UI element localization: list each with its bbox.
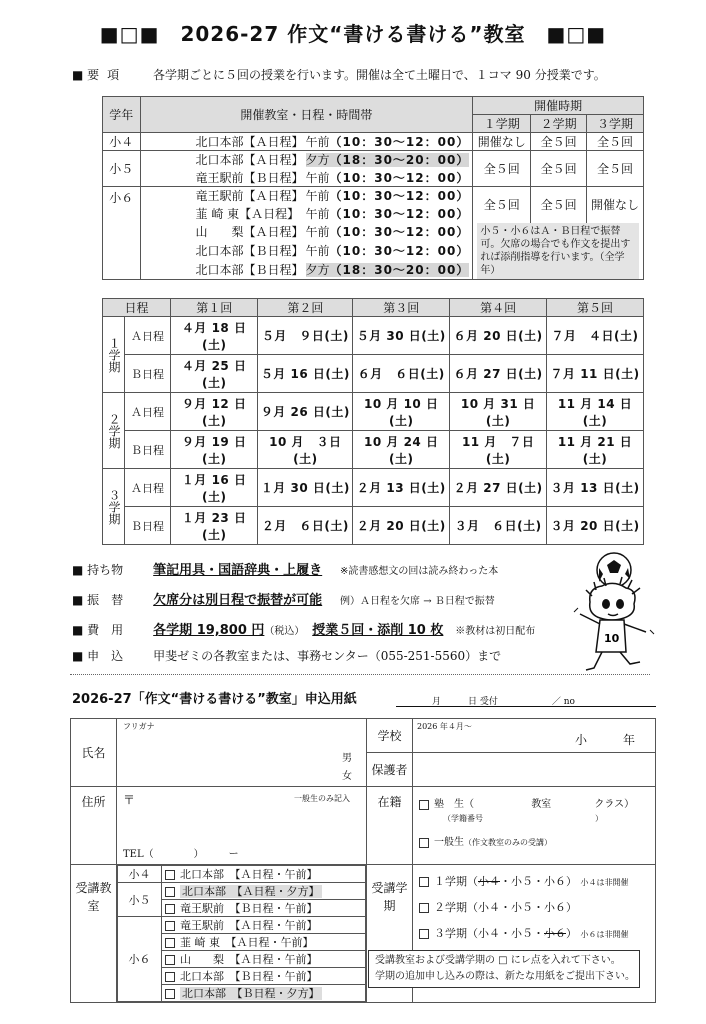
guardian-field[interactable] bbox=[413, 753, 656, 787]
option-row[interactable]: 韮 崎 東 【Ａ日程・午前】 bbox=[162, 934, 366, 951]
bullet-icon: ■ bbox=[72, 563, 84, 577]
table-row: ２学期 Ａ日程 ９月 12 日(土) ９月 26 日(土) 10 月 10 日(土) 10 月 31 日(土) 11 月 14 日(土) bbox=[103, 393, 644, 431]
location-table: 学年 開催教室・日程・時間帯 開催時期 １学期 ２学期 ３学期 小４ 北口本部【Ａ日程】 午前（10：30〜12：00） 開催なし 全５回 全５回 小５ 北口本部【Ａ日程】 夕方（18：30〜20：00） 全５回 全５回 全５回 竜王駅前【Ｂ日程】 午前（10：30〜12：00） 小６ 竜王駅前【Ａ日程】 午前（10：30〜12：00） 全５回 全５回 開催なし 韮 崎 東【Ａ日程】 午前（10：30〜12：00） 山 梨【Ａ日程】 午前（10：30〜12：00） 小５・小６はＡ・Ｂ日程で振替可。欠席の場合でも作文を提出すれば添削指導を行います。（全学年） 北口本部【Ｂ日程】 午前（10：30〜12：00） 北口本部【Ｂ日程】 夕方（18：30〜20：00） bbox=[102, 96, 644, 280]
address-label: 住所 bbox=[71, 787, 117, 865]
option-row[interactable]: 北口本部 【Ｂ日程・午前】 bbox=[162, 968, 366, 985]
summary bbox=[72, 66, 606, 83]
note-box: 小５・小６はＡ・Ｂ日程で振替可。欠席の場合でも作文を提出すれば添削指導を行います。（全学年） bbox=[477, 223, 639, 279]
table-row: Ｂ日程 ９月 19 日(土) 10 月 ３日(土) 10 月 24 日(土) 11 月 ７日(土) 11 月 21 日(土) bbox=[103, 431, 644, 469]
form-footer-note: 受講教室および受講学期の □ にレ点を入れて下さい。 学期の追加申し込みの際は、新たな用紙をご提出下さい。 bbox=[368, 950, 640, 988]
header-grade: 学年 bbox=[103, 97, 141, 133]
option-row[interactable]: 北口本部 【Ａ日程・夕方】 bbox=[162, 883, 366, 900]
table-row: Ｂ日程 ４月 25 日(土) ５月 16 日(土) ６月 ６日(土) ６月 27 日(土) ７月 11 日(土) bbox=[103, 355, 644, 393]
form-title: 2026-27「作文“書ける書ける”教室」申込用紙 bbox=[72, 692, 357, 707]
term-label: ２学期 bbox=[103, 393, 125, 469]
option-row[interactable]: 竜王駅前 【Ｂ日程・午前】 bbox=[162, 900, 366, 917]
school-field[interactable]: 2026 年４月〜 小 年 bbox=[413, 719, 656, 753]
bullet-icon: ■ bbox=[72, 593, 84, 607]
table-row: 小６ 竜王駅前【Ａ日程】 午前（10：30〜12：00） 全５回 全５回 開催なし bbox=[103, 187, 644, 205]
option-row[interactable]: 北口本部 【Ａ日程・午前】 bbox=[162, 866, 366, 883]
soccer-mascot-illustration bbox=[566, 552, 658, 674]
info-bring: ■ 持ち物 筆記用具・国語辞典・上履き ※読書感想文の回は読み終わった本 bbox=[72, 563, 499, 578]
bullet-icon: ■ bbox=[72, 68, 84, 82]
grade-cell: 小５ bbox=[103, 151, 141, 187]
checkbox[interactable] bbox=[419, 929, 429, 939]
grade-cell: 小６ bbox=[103, 187, 141, 280]
divider bbox=[70, 674, 650, 675]
grade-cell: 小４ bbox=[103, 133, 141, 151]
form-underline bbox=[396, 706, 656, 707]
header-term2: ２学期 bbox=[531, 115, 587, 133]
address-field[interactable]: 〒 一般生のみ記入 TEL（ ） ー bbox=[117, 787, 367, 865]
info-swap: ■ 振 替 欠席分は別日程で振替が可能 例）Ａ日程を欠席 → Ｂ日程で振替 bbox=[72, 593, 495, 608]
term-label: 受講学期 bbox=[367, 865, 413, 1003]
term-label: ３学期 bbox=[103, 469, 125, 545]
room-label: 受講教室 bbox=[71, 865, 117, 1003]
enroll-label: 在籍 bbox=[367, 787, 413, 865]
term-label: １学期 bbox=[103, 317, 125, 393]
header-term1: １学期 bbox=[473, 115, 531, 133]
name-field[interactable]: フリガナ 男 女 bbox=[117, 719, 367, 787]
table-row: 小５ 北口本部【Ａ日程】 夕方（18：30〜20：00） 全５回 全５回 全５回 bbox=[103, 151, 644, 169]
summary-label: 要項 bbox=[87, 68, 128, 82]
table-row: Ｂ日程 １月 23 日(土) ２月 ６日(土) ２月 20 日(土) ３月 ６日(土) ３月 20 日(土) bbox=[103, 507, 644, 545]
header-schedule: 日程 bbox=[103, 299, 171, 317]
header-place: 開催教室・日程・時間帯 bbox=[140, 97, 473, 133]
svg-text:10: 10 bbox=[604, 632, 620, 645]
checkbox[interactable] bbox=[419, 838, 429, 848]
dates-table: 日程 第１回 第２回 第３回 第４回 第５回 １学期 Ａ日程 ４月 18 日(土) ５月 ９日(土) ５月 30 日(土) ６月 20 日(土) ７月 ４日(土) Ｂ日程 ４月 25 日(土) ５月 16 日(土) ６月 ６日(土) ６月 27 日(土) ７月 11 日(土) ２学期 Ａ日程 ９月 12 日(土) ９月 26 日(土) 10 月 10 日(土) 10 月 31 日(土) 11 月 14 日(土) Ｂ日程 ９月 19 日(土) 10 月 ３日(土) 10 月 24 日(土) 11 月 ７日(土) 11 月 21 日(土) ３学期 Ａ日程 １月 16 日(土) １月 30 日(土) ２月 13 日(土) ２月 27 日(土) ３月 13 日(土) Ｂ日程 １月 23 日(土) ２月 ６日(土) ２月 20 日(土) ３月 ６日(土) ３月 20 日(土) bbox=[102, 298, 644, 545]
bullet-icon: ■ bbox=[72, 623, 84, 637]
table-row: 小４ 北口本部【Ａ日程】 午前（10：30〜12：00） 開催なし 全５回 全５回 bbox=[103, 133, 644, 151]
checkbox[interactable] bbox=[419, 877, 429, 887]
checkbox[interactable] bbox=[419, 800, 429, 810]
info-apply: ■ 申 込 甲斐ゼミの各教室または、事務センター（055-251-5560）まで bbox=[72, 649, 502, 663]
term-field: １学期（小４・小５・小６） 小４は非開催 ２学期（小４・小５・小６） ３学期（小４・小５・小６） 小６は非開催 bbox=[413, 865, 656, 1003]
info-fee: ■ 費 用 各学期 19,800 円（税込） 授業５回・添削 10 枚 ※教材は初日配布 bbox=[72, 623, 536, 638]
guardian-label: 保護者 bbox=[367, 753, 413, 787]
room-options: 小４ 北口本部 【Ａ日程・午前】 小５ 北口本部 【Ａ日程・夕方】 竜王駅前 【Ｂ日程・午前】 小６ 竜王駅前 【Ａ日程・午前】 韮 崎 東 【Ａ日程・午前】 山 梨 【Ａ日程・午前】 北口本部 【Ｂ日程・午前】 北口本部 【Ｂ日程・夕方】 bbox=[117, 865, 366, 1002]
enroll-field: 塾 生（ 教室 クラス） （学籍番号 ） 一般生（作文教室のみの受講） bbox=[413, 787, 656, 865]
form-receipt: 月 日 受付 ／ no bbox=[432, 697, 575, 707]
school-label: 学校 bbox=[367, 719, 413, 753]
bullet-icon: ■ bbox=[72, 649, 84, 663]
option-row[interactable]: 竜王駅前 【Ａ日程・午前】 bbox=[162, 917, 366, 934]
header-period: 開催時期 bbox=[473, 97, 644, 115]
checkbox[interactable] bbox=[419, 903, 429, 913]
table-row: ３学期 Ａ日程 １月 16 日(土) １月 30 日(土) ２月 13 日(土) ２月 27 日(土) ３月 13 日(土) bbox=[103, 469, 644, 507]
page-title: ■□■ 2026-27 作文“書ける書ける”教室 ■□■ bbox=[99, 22, 607, 46]
summary-text: 各学期ごとに５回の授業を行います。開催は全て土曜日で、１コマ 90 分授業です。 bbox=[153, 68, 606, 82]
place-cell: 北口本部【Ａ日程】 午前（10：30〜12：00） bbox=[140, 133, 473, 151]
name-label: 氏名 bbox=[71, 719, 117, 787]
header-term3: ３学期 bbox=[587, 115, 644, 133]
option-row[interactable]: 山 梨 【Ａ日程・午前】 bbox=[162, 951, 366, 968]
table-row: １学期 Ａ日程 ４月 18 日(土) ５月 ９日(土) ５月 30 日(土) ６月 20 日(土) ７月 ４日(土) bbox=[103, 317, 644, 355]
option-row[interactable]: 北口本部 【Ｂ日程・夕方】 bbox=[162, 985, 366, 1002]
